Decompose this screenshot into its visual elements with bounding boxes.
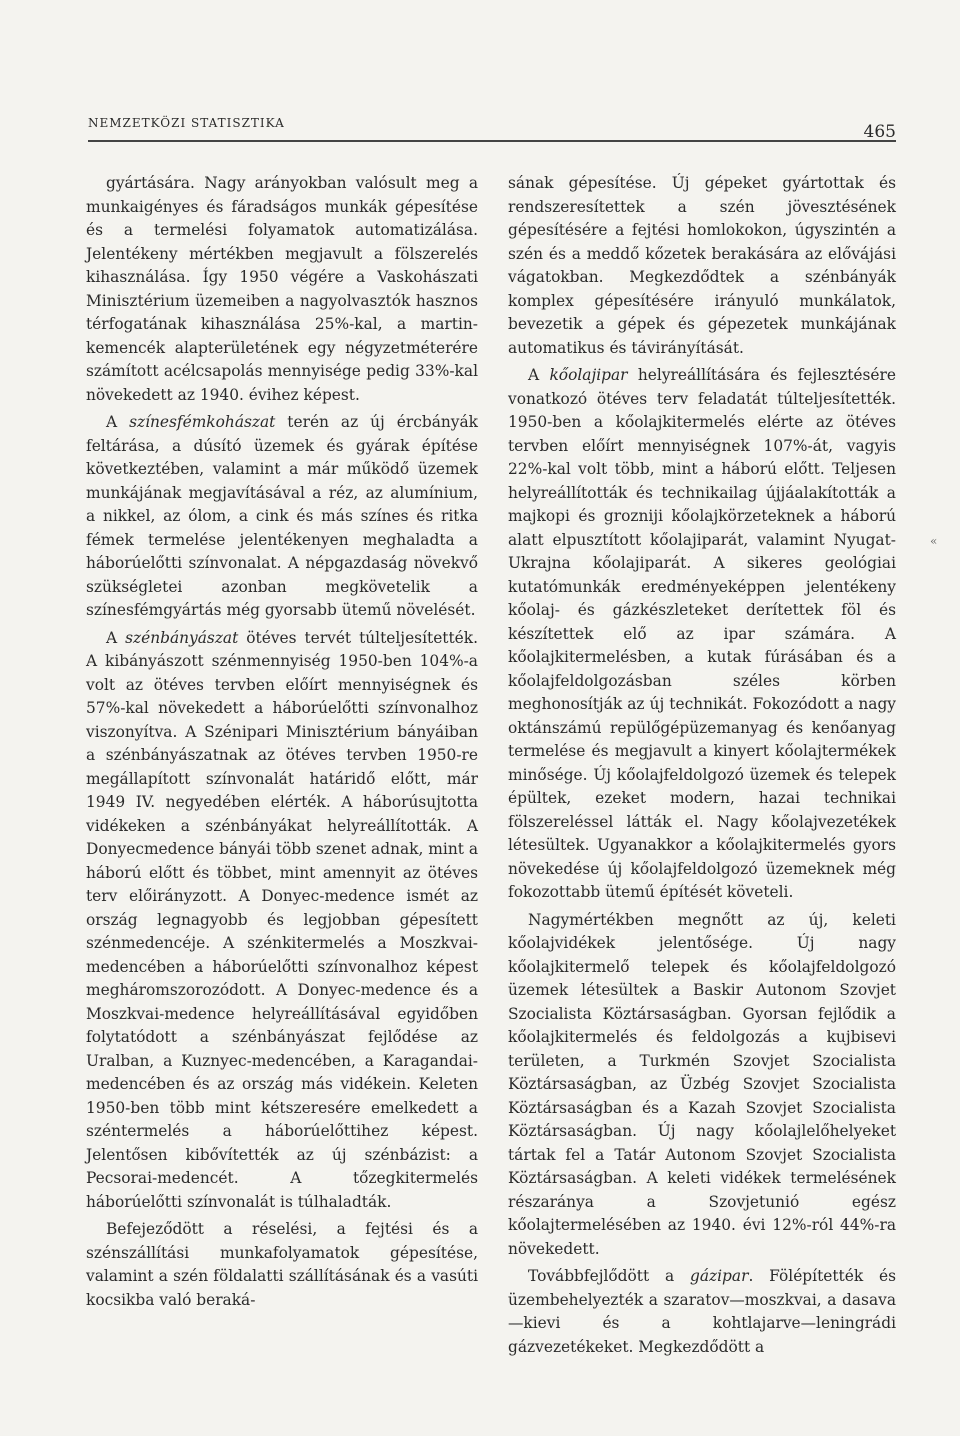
- running-title: NEMZETKÖZI STATISZTIKA: [88, 116, 285, 130]
- paragraph: [86, 411, 478, 623]
- paragraph: [508, 1265, 896, 1359]
- paragraph: [508, 364, 896, 905]
- paragraph-text: gyártására. Nagy arányokban valósult meg a munkaigényes és fáradságos munkák gépesítése és a termelési folyamatok automatizálása. Jelentékeny mértékben megjavult a fölszerelés kihasználása. Így 1950 végére a Vaskohászati Minisztérium üzemeiben a nagyolvasztók hasznos térfogatának kihasználása 25%-kal, a martin-kemencék alapterületének egy négyzetméterére számított acélcsapolás mennyisége pedig 33%-kal növekedett az 1940. évihez képest.: [86, 174, 478, 404]
- paragraph-text: Nagymértékben megnőtt az új, keleti kőolajvidékek jelentősége. Új nagy kőolajkitermelő telepek és kőolajfeldolgozó üzemek létesültek a Baskir Autonom Szovjet Szocialista Köztársaságban. Gyorsan fejlődik a kőolajkitermelés és feldolgozás a kujbisevi területen, a Turkmén Szovjet Szocialista Köztársaságban, az Üzbég Szovjet Szocialista Köztársaságban és a Kazah Szovjet Szocialista Köztársaságban. Új nagy kőolajlelőhelyeket tártak fel a Tatár Autonom Szovjet Szocialista Köztársaságban. A keleti vidékek termelésének részaránya a Szovjetunió egész kőolajtermelésében az 1940. évi 12%-ról 44%-ra növekedett.: [508, 910, 896, 1258]
- right-text-column: [508, 172, 896, 1363]
- paragraph-text: Befejeződött a réselési, a fejtési és a szénszállítási munkafolyamatok gépesítése, valamint a szén földalatti szállításának és a vasúti kocsikba való beraká-: [86, 1220, 478, 1309]
- paragraph-text: helyreállítására és fejlesztésére vonatkozó ötéves terv feladatát túlteljesítették. 1950-ben a kőolajkitermelés elérte az ötéves tervben előírt mennyiségnek 107%-át, vagyis 22%-kal volt több, mint a háború előtt. Teljesen helyreállították és technikailag újjáalakították a majkopi és grozniji kőolajkörzeteknek a háború alatt elpusztított kőolajiparát, valamint Nyugat-Ukrajna kőolajiparát. A sikeres geológiai kutatómunkák eredményeképpen jelentékeny kőolaj- és gázkészleteket derítettek föl és készítettek elő az ipar számára. A kőolajkitermelésben, a kutak fúrásában és a kőolajfeldolgozásban széles körben meghonosítják az új technikát. Fokozódott a nagy oktánszámú repülőgépüzemanyag és kenőanyag termelése és megjavult a kinyert kőolajtermékek minősége. Új kőolajfeldolgozó üzemek és telepek épültek, ezeket modern, hazai technikai fölszereléssel látták el. Nagy kőolajvezetékek létesültek. Ugyanakkor a kőolajkitermelés gyors növekedése új kőolajfeldolgozó üzemeknek még fokozottabb ütemű építését követeli.: [508, 366, 897, 901]
- paragraph-text: terén az új ércbányák feltárása, a dúsító üzemek és gyárak építése következtében, valamint a már működő üzemek munkájának megjavításával a réz, az alumínium, a nikkel, az ólom, a cink és más színes és ritka fémek termelése jelentékenyen meghaladta a háborúelőtti színvonalat. A népgazdaság növekvő szükségletei azonban megkövetelik a színesfémgyártás még gyorsabb ütemű növelését.: [86, 413, 478, 619]
- left-text-column: [86, 172, 478, 1316]
- page-number: 465: [863, 122, 896, 142]
- emphasized-term: kőolajipar: [549, 366, 628, 384]
- emphasized-term: gázipar: [690, 1267, 749, 1285]
- paragraph-text: ötéves tervét túlteljesítették. A kibányászott szénmennyiség 1950-ben 104%-a volt az ötéves tervben előírt mennyiségnek és 57%-kal növekedett a háborúelőtti színvonalhoz viszonyítva. A Szénipari Minisztérium bányáiban a szénbányászatnak az ötéves tervben 1950-re megállapított színvonalát határidő előtt, már 1949 IV. negyedében elérték. A háborúsujtotta vidékeken a szénbányákat helyreállították. A Donyecmedence bányái több szenet adnak, mint a háború előtt és többet, mint amennyit az ötéves terv előirányzott. A Donyec-medence ismét az ország legnagyobb és legjobban gépesített szénmedencéje. A szénkitermelés a Moszkvai-medencében a háborúelőtti színvonalhoz képest megháromszorozódott. A Donyec-medence és a Moszkvai-medence helyreállításával egyidőben folytatódott a szénbányászat fejlődése az Uralban, a Kuznyec-medencében, a Karagandai-medencében és az ország más vidékein. Keleten 1950-ben több mint kétszeresére emelkedett a széntermelés a háborúelőttihez képest. Jelentősen kibővítették az új szénbázist: a Pecsorai-medencét. A tőzegkitermelés háborúelőtti színvonalát is túlhaladták.: [86, 628, 478, 1211]
- emphasized-term: színesfémkohászat: [129, 413, 276, 431]
- paragraph: [86, 172, 478, 407]
- running-header: [88, 110, 896, 142]
- paragraph: [508, 909, 896, 1262]
- paragraph: [86, 1218, 478, 1312]
- paragraph: [86, 627, 478, 1215]
- paragraph-text: A: [528, 366, 550, 384]
- emphasized-term: szénbányászat: [125, 628, 239, 647]
- paragraph-text: sának gépesítése. Új gépeket gyártottak és rendszeresítettek a szén jövesztésének gépesítésére a fejtési homlokokon, úgyszintén a szén és a meddő kőzetek berakására az elővájási vágatokban. Megkezdődtek a szénbányák komplex gépesítésére irányuló munkálatok, bevezetik a gépek és gépezetek munkájának automatikus és távirányítását.: [508, 174, 896, 357]
- paragraph-text: Továbbfejlődött a: [528, 1267, 690, 1285]
- paragraph: [508, 172, 896, 360]
- margin-mark: «: [930, 534, 938, 548]
- paragraph-text: A: [106, 413, 130, 431]
- paragraph-text: . Fölépítették és üzembehelyezték a szaratov—moszkvai, a dasava—kievi és a kohtlajarve—leningrádi gázvezetékeket. Megkezdődött a: [508, 1267, 897, 1356]
- paragraph-text: A: [106, 628, 126, 647]
